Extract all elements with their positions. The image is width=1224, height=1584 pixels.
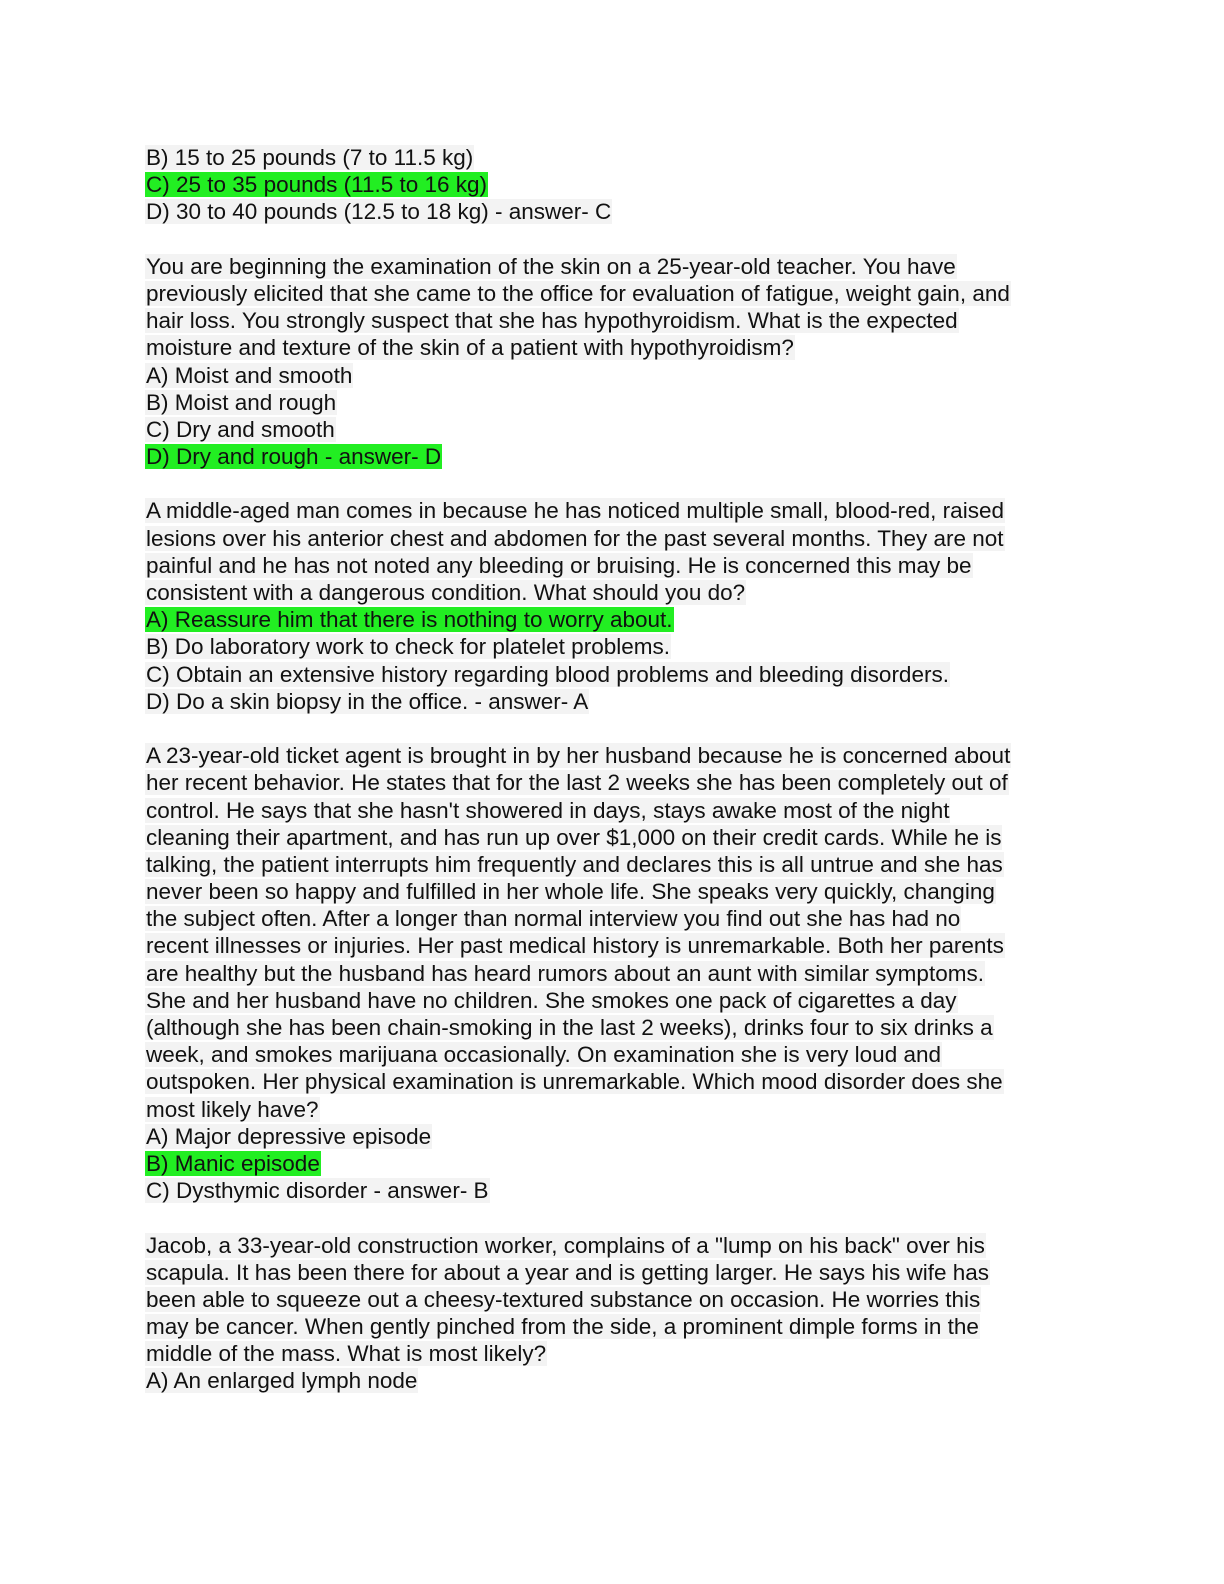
text-line bbox=[145, 661, 1075, 688]
text-line bbox=[145, 307, 1075, 334]
line-text: D) Do a skin biopsy in the office. - answer- A bbox=[146, 688, 589, 714]
paragraph-gap bbox=[145, 226, 1075, 253]
text-line bbox=[145, 579, 1075, 606]
text-line bbox=[145, 1259, 1075, 1286]
line-text: A middle-aged man comes in because he has noticed multiple small, blood-red, raised bbox=[146, 498, 1004, 524]
line-text: recent illnesses or injuries. Her past medical history is unremarkable. Both her parents bbox=[146, 933, 1004, 959]
line-text: C) Obtain an extensive history regarding blood problems and bleeding disorders. bbox=[146, 661, 949, 687]
text-line bbox=[145, 1096, 1075, 1123]
text-line bbox=[145, 878, 1075, 905]
line-text: may be cancer. When gently pinched from the side, a prominent dimple forms in the bbox=[146, 1314, 979, 1340]
text-line bbox=[145, 144, 1075, 171]
text-line bbox=[145, 1232, 1075, 1259]
line-text: are healthy but the husband has heard rumors about an aunt with similar symptoms. bbox=[146, 960, 984, 986]
text-line bbox=[145, 932, 1075, 959]
line-text: most likely have? bbox=[146, 1096, 319, 1122]
text-line bbox=[145, 797, 1075, 824]
text-line bbox=[145, 1014, 1075, 1041]
text-line bbox=[145, 1123, 1075, 1150]
text-line bbox=[145, 1367, 1075, 1394]
highlighted-answer-line bbox=[145, 171, 1075, 198]
text-line bbox=[145, 851, 1075, 878]
line-text: D) 30 to 40 pounds (12.5 to 18 kg) - answer- C bbox=[146, 199, 612, 225]
text-line bbox=[145, 688, 1075, 715]
line-text: hair loss. You strongly suspect that she has hypothyroidism. What is the expected bbox=[146, 308, 958, 334]
line-text: A 23-year-old ticket agent is brought in by her husband because he is concerned about bbox=[146, 743, 1011, 769]
paragraph-gap bbox=[145, 470, 1075, 497]
line-text: never been so happy and fulfilled in her whole life. She speaks very quickly, changing bbox=[146, 879, 995, 905]
text-line bbox=[145, 416, 1075, 443]
line-text: been able to squeeze out a cheesy-textured substance on occasion. He worries this bbox=[146, 1286, 981, 1312]
text-line bbox=[145, 552, 1075, 579]
text-line bbox=[145, 633, 1075, 660]
line-text: B) Moist and rough bbox=[146, 389, 337, 415]
line-text: consistent with a dangerous condition. What should you do? bbox=[146, 580, 746, 605]
text-line bbox=[145, 525, 1075, 552]
text-line bbox=[145, 769, 1075, 796]
text-line bbox=[145, 960, 1075, 987]
line-text: C) Dysthymic disorder - answer- B bbox=[146, 1178, 489, 1204]
question-block bbox=[145, 497, 1075, 715]
highlighted-answer-line bbox=[145, 1150, 1075, 1177]
text-line bbox=[145, 1177, 1075, 1204]
line-text: A) Reassure him that there is nothing to worry about. bbox=[146, 607, 673, 633]
line-text: D) Dry and rough - answer- D bbox=[146, 444, 442, 470]
question-block bbox=[145, 1232, 1075, 1395]
text-line bbox=[145, 987, 1075, 1014]
line-text: B) Manic episode bbox=[146, 1150, 320, 1176]
line-text: B) 15 to 25 pounds (7 to 11.5 kg) bbox=[146, 145, 474, 170]
line-text: outspoken. Her physical examination is unremarkable. Which mood disorder does she bbox=[146, 1069, 1003, 1095]
line-text: her recent behavior. He states that for the last 2 weeks she has been completely out of bbox=[146, 770, 1008, 796]
text-line bbox=[145, 905, 1075, 932]
text-line bbox=[145, 742, 1075, 769]
text-line bbox=[145, 1041, 1075, 1068]
line-text: A) Major depressive episode bbox=[146, 1123, 432, 1149]
line-text: the subject often. After a longer than normal interview you find out she has had no bbox=[146, 906, 961, 932]
line-text: A) Moist and smooth bbox=[146, 362, 353, 388]
text-line bbox=[145, 389, 1075, 416]
line-text: previously elicited that she came to the office for evaluation of fatigue, weight gain, and bbox=[146, 280, 1010, 306]
line-text: Jacob, a 33-year-old construction worker, complains of a "lump on his back" over his bbox=[146, 1232, 985, 1258]
text-line bbox=[145, 1286, 1075, 1313]
line-text: middle of the mass. What is most likely? bbox=[146, 1341, 547, 1367]
highlighted-answer-line bbox=[145, 606, 1075, 633]
line-text: C) Dry and smooth bbox=[146, 416, 335, 442]
text-line bbox=[145, 1313, 1075, 1340]
line-text: B) Do laboratory work to check for platelet problems. bbox=[146, 634, 670, 660]
paragraph-gap bbox=[145, 715, 1075, 742]
line-text: A) An enlarged lymph node bbox=[146, 1368, 418, 1394]
line-text: lesions over his anterior chest and abdomen for the past several months. They are not bbox=[146, 525, 1004, 551]
text-line bbox=[145, 362, 1075, 389]
line-text: You are beginning the examination of the skin on a 25-year-old teacher. You have bbox=[146, 253, 956, 279]
line-text: She and her husband have no children. She smokes one pack of cigarettes a day bbox=[146, 987, 957, 1013]
line-text: cleaning their apartment, and has run up over $1,000 on their credit cards. While he is bbox=[146, 824, 1002, 850]
text-line bbox=[145, 334, 1075, 361]
line-text: talking, the patient interrupts him frequently and declares this is all untrue and she has bbox=[146, 851, 1003, 877]
line-text: scapula. It has been there for about a year and is getting larger. He says his wife has bbox=[146, 1259, 989, 1285]
text-line bbox=[145, 824, 1075, 851]
question-block bbox=[145, 144, 1075, 226]
text-line bbox=[145, 1340, 1075, 1367]
text-line bbox=[145, 198, 1075, 225]
line-text: C) 25 to 35 pounds (11.5 to 16 kg) bbox=[146, 172, 488, 198]
question-block bbox=[145, 253, 1075, 471]
question-block bbox=[145, 742, 1075, 1204]
line-text: week, and smokes marijuana occasionally. On examination she is very loud and bbox=[146, 1042, 941, 1068]
text-line bbox=[145, 253, 1075, 280]
line-text: (although she has been chain-smoking in the last 2 weeks), drinks four to six drinks a bbox=[146, 1015, 993, 1040]
line-text: painful and he has not noted any bleeding or bruising. He is concerned this may be bbox=[146, 552, 972, 578]
text-line bbox=[145, 280, 1075, 307]
highlighted-answer-line bbox=[145, 443, 1075, 470]
line-text: moisture and texture of the skin of a patient with hypothyroidism? bbox=[146, 335, 794, 361]
text-line bbox=[145, 497, 1075, 524]
line-text: control. He says that she hasn't showered in days, stays awake most of the night bbox=[146, 797, 950, 823]
text-line bbox=[145, 1068, 1075, 1095]
document-page bbox=[145, 144, 1075, 1395]
paragraph-gap bbox=[145, 1204, 1075, 1231]
